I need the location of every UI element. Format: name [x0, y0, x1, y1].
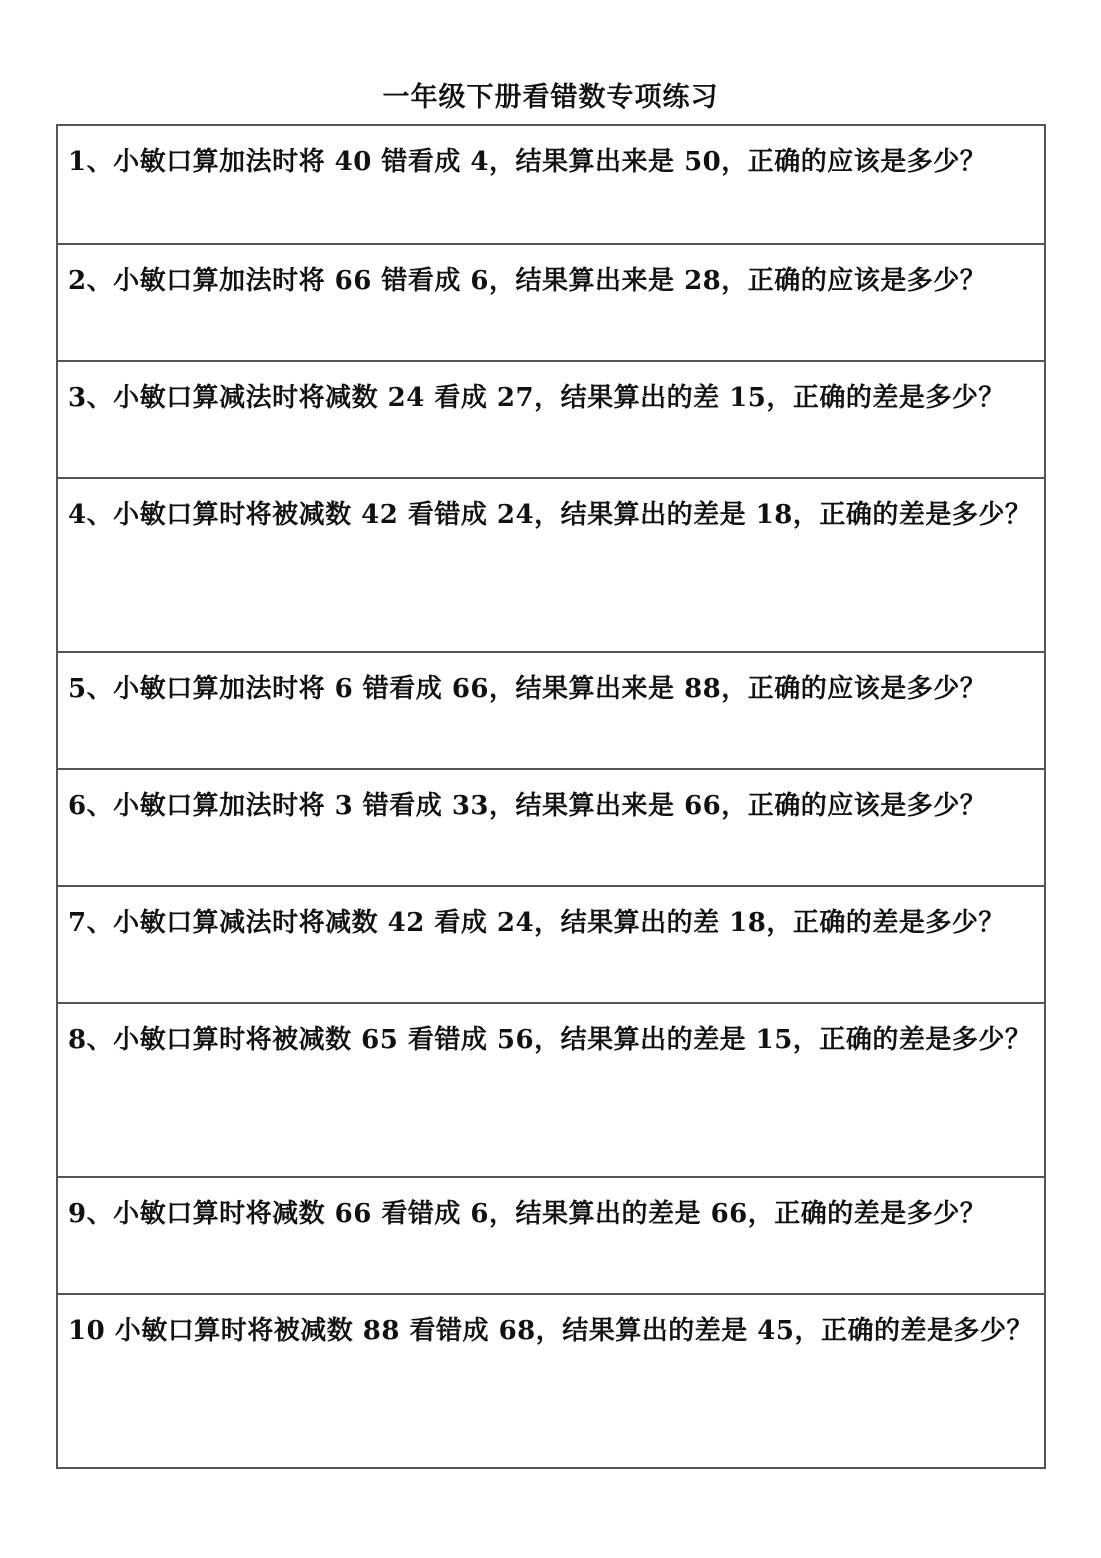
question-text: 3、小敏口算减法时将减数 24 看成 27，结果算出的差 15，正确的差是多少？: [68, 383, 1005, 413]
question-text: 7、小敏口算减法时将减数 42 看成 24，结果算出的差 18，正确的差是多少？: [68, 908, 1005, 938]
question-text: 10 小敏口算时将被减数 88 看错成 68，结果算出的差是 45，正确的差是多少？: [68, 1316, 1033, 1346]
question-row: [58, 243, 1044, 360]
question-text: 1、小敏口算加法时将 40 错看成 4，结果算出来是 50，正确的应该是多少？: [68, 147, 987, 177]
question-text: 4、小敏口算时将被减数 42 看错成 24，结果算出的差是 18，正确的差是多少？: [68, 500, 1032, 530]
page-title: 一年级下册看错数专项练习: [382, 82, 719, 113]
question-row: [58, 477, 1044, 651]
question-text: 5、小敏口算加法时将 6 错看成 66，结果算出来是 88，正确的应该是多少？: [68, 674, 987, 704]
question-text: 8、小敏口算时将被减数 65 看错成 56，结果算出的差是 15，正确的差是多少？: [68, 1025, 1032, 1055]
question-table: [56, 124, 1046, 1469]
question-text: 2、小敏口算加法时将 66 错看成 6，结果算出来是 28，正确的应该是多少？: [68, 266, 987, 296]
question-row: [58, 768, 1044, 885]
question-row: [58, 885, 1044, 1002]
question-row: [58, 126, 1044, 243]
question-row: [58, 1293, 1044, 1467]
question-text: 6、小敏口算加法时将 3 错看成 33，结果算出来是 66，正确的应该是多少？: [68, 791, 987, 821]
question-row: [58, 651, 1044, 768]
question-row: [58, 360, 1044, 477]
question-text: 9、小敏口算时将减数 66 看错成 6，结果算出的差是 66，正确的差是多少？: [68, 1199, 987, 1229]
question-row: [58, 1176, 1044, 1293]
question-row: [58, 1002, 1044, 1176]
